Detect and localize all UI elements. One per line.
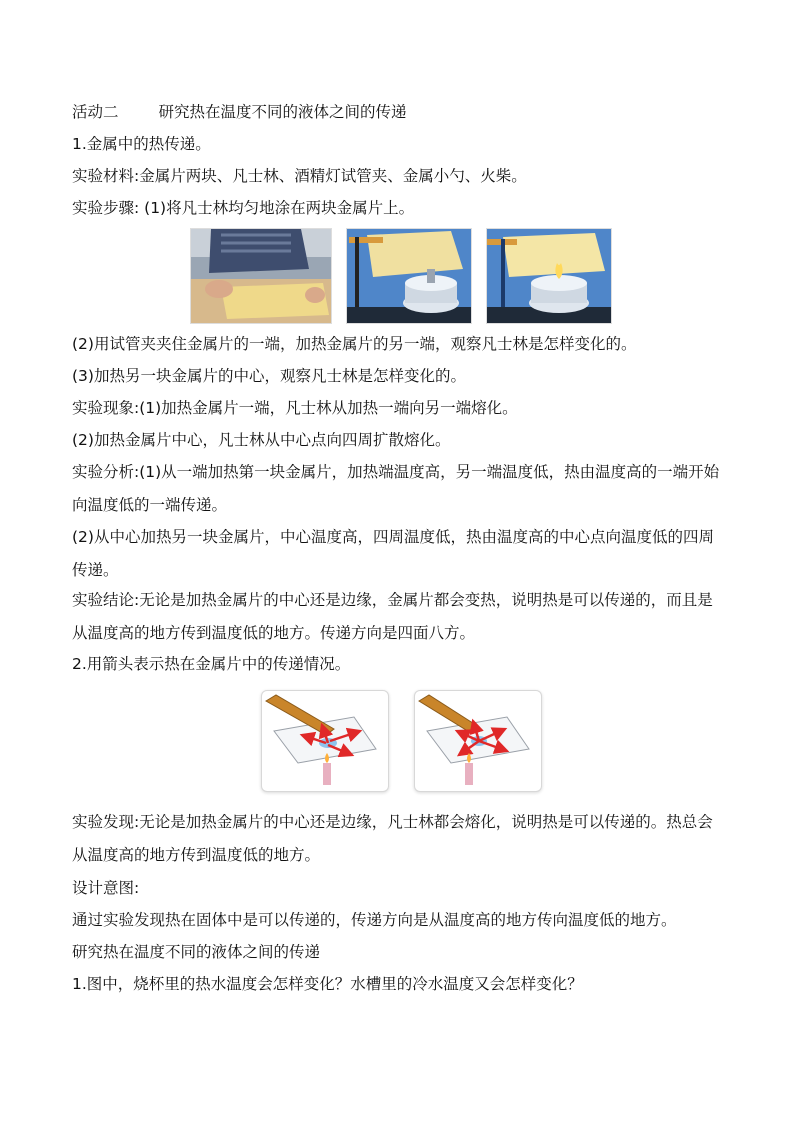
- materials-text: 实验材料:金属片两块、凡士林、酒精灯试管夹、金属小勺、火柴。: [72, 167, 527, 185]
- question1-text: 1.图中，烧杯里的热水温度会怎样变化？水槽里的冷水温度又会怎样变化？: [72, 975, 583, 993]
- phenomenon2-text: (2)加热金属片中心，凡士林从中心点向四周扩散熔化。: [72, 431, 451, 449]
- conclusion-text: 实验结论:无论是加热金属片的中心还是边缘，金属片都会变热，说明热是可以传递的，而且是从温度高的地方传到温度低的地方。传递方向是四面八方。: [72, 591, 713, 642]
- photo-heating-edge: [346, 228, 472, 324]
- activity-heading: [72, 102, 407, 122]
- step1-text: 实验步骤: (1)将凡士林均匀地涂在两块金属片上。: [72, 199, 415, 217]
- phenomenon1-text: 实验现象:(1)加热金属片一端，凡士林从加热一端向另一端熔化。: [72, 399, 518, 417]
- analysis1-text: 实验分析:(1)从一端加热第一块金属片，加热端温度高，另一端温度低，热由温度高的一端开始向温度低的一端传递。: [72, 463, 720, 514]
- research-title: 研究热在温度不同的液体之间的传递: [72, 943, 321, 961]
- analysis2-text: (2)从中心加热另一块金属片，中心温度高，四周温度低，热由温度高的中心点向温度低的四周传递。: [72, 528, 714, 579]
- step2-text: (2)用试管夹夹住金属片的一端，加热金属片的另一端，观察凡士林是怎样变化的。: [72, 335, 637, 353]
- activity-title: 研究热在温度不同的液体之间的传递: [158, 103, 407, 121]
- diagram-center-heating: [414, 690, 542, 792]
- photo-heating-center: [486, 228, 612, 324]
- discovery-text: 实验发现:无论是加热金属片的中心还是边缘，凡士林都会熔化，说明热是可以传递的。热总会从温度高的地方传到温度低的地方。: [72, 813, 713, 864]
- section1-heading: 1.金属中的热传递。: [72, 135, 211, 153]
- diagram-edge-heating: [261, 690, 389, 792]
- design-text: 通过实验发现热在固体中是可以传递的，传递方向是从温度高的地方传向温度低的地方。: [72, 911, 677, 929]
- section2-heading: 2.用箭头表示热在金属片中的传递情况。: [72, 655, 351, 673]
- photo-spreading-vaseline: [190, 228, 332, 324]
- step3-text: (3)加热另一块金属片的中心，观察凡士林是怎样变化的。: [72, 367, 466, 385]
- design-label: 设计意图:: [72, 879, 140, 897]
- activity-label: 活动二: [72, 103, 119, 121]
